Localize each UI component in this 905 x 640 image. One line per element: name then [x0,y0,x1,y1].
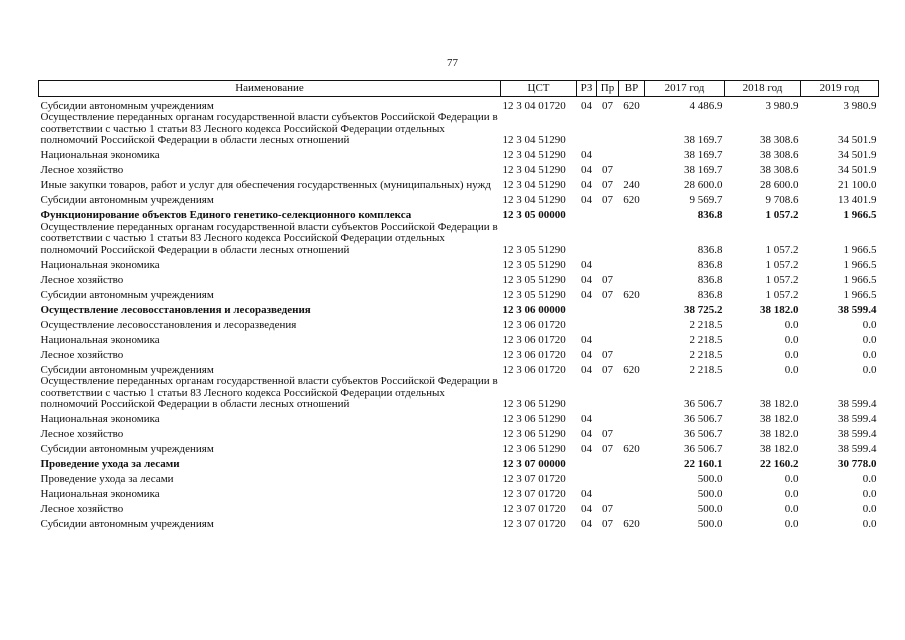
row-value-2018: 9 708.6 [765,194,799,206]
row-value-2018: 28 600.0 [760,179,799,191]
row-cst: 12 3 07 01720 [502,488,566,500]
row-value-2019: 1 966.5 [843,273,877,286]
row-value-2017: 9 569.7 [689,194,723,206]
row-cst: 12 3 05 51290 [502,243,566,256]
row-cst: 12 3 07 01720 [502,473,566,485]
table-row [39,376,879,411]
table-row [39,441,879,456]
row-rz: 04 [581,164,592,176]
row-value-2019: 1 966.5 [843,258,877,271]
table-row [39,471,879,486]
table-row [39,486,879,501]
row-name: Лесное хозяйство [40,348,124,361]
row-pr: 07 [602,288,613,301]
row-cst: 12 3 06 51290 [502,443,566,455]
row-pr: 07 [602,99,613,112]
row-rz: 04 [581,333,592,346]
row-value-2019: 13 401.9 [838,194,877,206]
row-value-2017: 836.8 [697,209,723,221]
row-value-2019: 34 501.9 [838,164,877,176]
row-value-2019: 0.0 [862,348,877,361]
row-rz [577,207,597,222]
row-value-2019: 38 599.4 [838,428,877,440]
header-name: Наименование [39,81,501,97]
row-vr: 620 [623,288,640,301]
row-vr [619,162,645,177]
table-row [39,222,879,257]
row-pr [597,331,619,346]
row-value-2019: 38 599.4 [838,413,877,425]
row-vr [619,426,645,441]
row-value-2019: 0.0 [862,363,877,376]
table-row [39,207,879,222]
row-name: Осуществление переданных органам государственной власти субъектов Российской Федерации в соответствии с частью 1 статьи 83 Лесного кодекса Российской Федерации отдельных полномочий Российской Федерации в области лесных отношений [40,375,498,410]
header-2018: 2018 год [725,81,801,97]
row-cst: 12 3 06 01720 [502,318,566,331]
header-rz: РЗ [577,81,597,97]
row-rz: 04 [581,413,592,425]
table-row [39,162,879,177]
row-cst: 12 3 07 01720 [502,503,566,515]
row-value-2017: 22 160.1 [684,458,723,470]
row-name: Лесное хозяйство [40,164,124,176]
row-pr: 07 [602,518,613,530]
row-cst: 12 3 04 51290 [502,164,566,176]
row-value-2019: 34 501.9 [838,149,877,161]
row-pr: 07 [602,348,613,361]
row-value-2017: 836.8 [697,243,723,256]
row-name: Субсидии автономным учреждениям [40,194,214,206]
page-number: 77 [447,57,458,69]
row-value-2018: 38 308.6 [760,164,799,176]
row-pr: 07 [602,194,613,206]
row-pr [597,376,619,411]
table-row [39,331,879,346]
budget-table [38,80,879,531]
row-pr: 07 [602,363,613,376]
row-value-2018: 38 182.0 [760,398,799,410]
row-cst: 12 3 04 51290 [502,194,566,206]
row-name: Лесное хозяйство [40,428,124,440]
row-pr [597,301,619,316]
row-rz: 04 [581,273,592,286]
row-value-2017: 836.8 [697,258,723,271]
row-name: Национальная экономика [40,413,160,425]
row-rz [577,471,597,486]
row-value-2017: 500.0 [697,488,723,500]
row-value-2019: 1 966.5 [843,288,877,301]
row-pr [597,256,619,271]
row-rz: 04 [581,348,592,361]
row-pr: 07 [602,443,613,455]
table-row [39,411,879,426]
row-value-2018: 38 182.0 [760,413,799,425]
row-value-2019: 0.0 [862,318,877,331]
row-value-2018: 38 308.6 [760,149,799,161]
row-name: Осуществление лесовосстановления и лесоразведения [40,303,311,316]
row-vr [619,456,645,471]
row-value-2017: 38 169.7 [684,149,723,161]
row-name: Проведение ухода за лесами [40,458,180,470]
row-pr [597,222,619,257]
row-name: Субсидии автономным учреждениям [40,518,214,530]
row-value-2018: 38 182.0 [760,428,799,440]
row-rz: 04 [581,179,592,191]
row-value-2017: 38 725.2 [684,303,723,316]
row-value-2019: 21 100.0 [838,179,877,191]
row-pr [597,456,619,471]
row-value-2018: 38 182.0 [760,303,799,316]
row-rz: 04 [581,194,592,206]
row-pr: 07 [602,428,613,440]
table-row [39,112,879,147]
row-value-2018: 0.0 [784,363,799,376]
row-value-2018: 38 182.0 [760,443,799,455]
row-value-2019: 34 501.9 [838,134,877,146]
row-value-2019: 38 599.4 [838,443,877,455]
row-rz: 04 [581,99,592,112]
row-vr [619,486,645,501]
row-cst: 12 3 06 51290 [502,413,566,425]
row-value-2018: 1 057.2 [765,273,799,286]
row-rz [577,301,597,316]
row-name: Лесное хозяйство [40,503,124,515]
row-value-2017: 38 169.7 [684,164,723,176]
row-vr: 620 [623,194,640,206]
table-row [39,256,879,271]
row-rz: 04 [581,443,592,455]
row-value-2017: 836.8 [697,273,723,286]
row-rz [577,456,597,471]
row-vr: 620 [623,99,640,112]
table-row [39,426,879,441]
row-name: Национальная экономика [40,333,160,346]
table-body [39,97,879,531]
row-value-2019: 0.0 [862,488,877,500]
row-pr [597,411,619,426]
row-value-2018: 0.0 [784,503,799,515]
row-cst: 12 3 06 01720 [502,348,566,361]
row-cst: 12 3 06 51290 [502,398,566,410]
row-name: Национальная экономика [40,149,160,161]
row-value-2018: 0.0 [784,348,799,361]
row-value-2017: 38 169.7 [684,134,723,146]
row-vr [619,222,645,257]
row-value-2018: 1 057.2 [765,243,799,256]
table-row [39,361,879,376]
row-rz: 04 [581,149,592,161]
row-value-2019: 1 966.5 [843,243,877,256]
row-value-2017: 2 218.5 [689,348,723,361]
row-vr [619,471,645,486]
table-row [39,346,879,361]
row-name: Субсидии автономным учреждениям [40,443,214,455]
row-cst: 12 3 07 01720 [502,518,566,530]
row-cst: 12 3 07 00000 [502,458,566,470]
row-cst: 12 3 05 51290 [502,288,566,301]
row-vr [619,207,645,222]
row-value-2017: 500.0 [697,503,723,515]
row-cst: 12 3 06 01720 [502,333,566,346]
row-pr [597,147,619,162]
row-value-2019: 38 599.4 [838,303,877,316]
row-value-2017: 500.0 [697,473,723,485]
row-rz [577,112,597,147]
row-name: Субсидии автономным учреждениям [40,99,214,112]
table-row [39,97,879,113]
row-value-2017: 2 218.5 [689,363,723,376]
row-name: Субсидии автономным учреждениям [40,363,214,376]
table-row [39,301,879,316]
row-pr [597,471,619,486]
row-cst: 12 3 06 00000 [502,303,566,316]
row-value-2019: 38 599.4 [838,398,877,410]
row-rz [577,222,597,257]
header-cst: ЦСТ [501,81,577,97]
table-row [39,516,879,531]
table-row [39,271,879,286]
row-vr [619,301,645,316]
row-rz: 04 [581,518,592,530]
row-value-2018: 0.0 [784,318,799,331]
row-cst: 12 3 05 00000 [502,209,566,221]
table-row [39,177,879,192]
row-rz: 04 [581,488,592,500]
row-name: Национальная экономика [40,258,160,271]
row-pr: 07 [602,503,613,515]
header-2019: 2019 год [801,81,879,97]
row-vr [619,112,645,147]
table-row [39,501,879,516]
row-value-2018: 0.0 [784,518,799,530]
row-value-2017: 36 506.7 [684,428,723,440]
row-cst: 12 3 06 01720 [502,363,566,376]
row-rz: 04 [581,428,592,440]
row-value-2019: 0.0 [862,473,877,485]
row-vr [619,147,645,162]
row-value-2019: 3 980.9 [843,99,877,112]
row-value-2018: 22 160.2 [760,458,799,470]
row-pr: 07 [602,273,613,286]
row-vr: 620 [623,443,640,455]
table-row [39,192,879,207]
row-name: Субсидии автономным учреждениям [40,288,214,301]
row-pr [597,207,619,222]
row-vr [619,316,645,331]
row-rz [577,316,597,331]
row-value-2017: 836.8 [697,288,723,301]
row-value-2019: 0.0 [862,518,877,530]
header-vr: ВР [619,81,645,97]
row-value-2018: 1 057.2 [765,258,799,271]
table-row [39,316,879,331]
row-vr: 620 [623,363,640,376]
row-value-2018: 0.0 [784,333,799,346]
row-rz: 04 [581,288,592,301]
row-cst: 12 3 04 51290 [502,149,566,161]
table-row [39,456,879,471]
table-row [39,147,879,162]
row-value-2019: 0.0 [862,333,877,346]
header-pr: Пр [597,81,619,97]
row-rz: 04 [581,258,592,271]
row-value-2019: 0.0 [862,503,877,515]
row-vr: 240 [623,179,640,191]
row-cst: 12 3 05 51290 [502,273,566,286]
row-value-2017: 36 506.7 [684,443,723,455]
row-value-2018: 1 057.2 [765,209,799,221]
row-pr: 07 [602,164,613,176]
row-cst: 12 3 05 51290 [502,258,566,271]
row-value-2018: 38 308.6 [760,134,799,146]
row-vr [619,346,645,361]
row-name: Осуществление лесовосстановления и лесоразведения [40,318,297,331]
row-name: Осуществление переданных органам государственной власти субъектов Российской Федерации в соответствии с частью 1 статьи 83 Лесного кодекса Российской Федерации отдельных полномочий Российской Федерации в области лесных отношений [40,111,498,146]
row-value-2017: 4 486.9 [689,99,723,112]
row-cst: 12 3 06 51290 [502,428,566,440]
row-value-2017: 28 600.0 [684,179,723,191]
row-name: Функционирование объектов Единого генетико-селекционного комплекса [40,209,412,221]
row-rz: 04 [581,363,592,376]
row-value-2018: 0.0 [784,473,799,485]
row-name: Лесное хозяйство [40,273,124,286]
row-value-2018: 3 980.9 [765,99,799,112]
row-vr [619,411,645,426]
row-pr [597,486,619,501]
row-name: Проведение ухода за лесами [40,473,174,485]
row-pr: 07 [602,179,613,191]
row-cst: 12 3 04 51290 [502,134,566,146]
row-name: Осуществление переданных органам государственной власти субъектов Российской Федерации в соответствии с частью 1 статьи 83 Лесного кодекса Российской Федерации отдельных полномочий Российской Федерации в области лесных отношений [40,220,498,256]
row-cst: 12 3 04 51290 [502,179,566,191]
row-vr: 620 [623,518,640,530]
row-value-2019: 30 778.0 [838,458,877,470]
row-value-2017: 2 218.5 [689,318,723,331]
row-value-2017: 2 218.5 [689,333,723,346]
row-value-2018: 0.0 [784,488,799,500]
header-2017: 2017 год [645,81,725,97]
table-header [39,81,879,97]
row-vr [619,376,645,411]
row-value-2017: 36 506.7 [684,413,723,425]
row-cst: 12 3 04 01720 [502,99,566,112]
row-pr [597,112,619,147]
row-name: Национальная экономика [40,488,160,500]
row-value-2017: 36 506.7 [684,398,723,410]
row-vr [619,271,645,286]
row-vr [619,501,645,516]
row-value-2019: 1 966.5 [843,209,877,221]
table-row [39,286,879,301]
row-pr [597,316,619,331]
row-rz: 04 [581,503,592,515]
row-value-2018: 1 057.2 [765,288,799,301]
row-name: Иные закупки товаров, работ и услуг для обеспечения государственных (муниципальных) нужд [40,179,491,191]
row-rz [577,376,597,411]
row-vr [619,331,645,346]
row-value-2017: 500.0 [697,518,723,530]
row-vr [619,256,645,271]
